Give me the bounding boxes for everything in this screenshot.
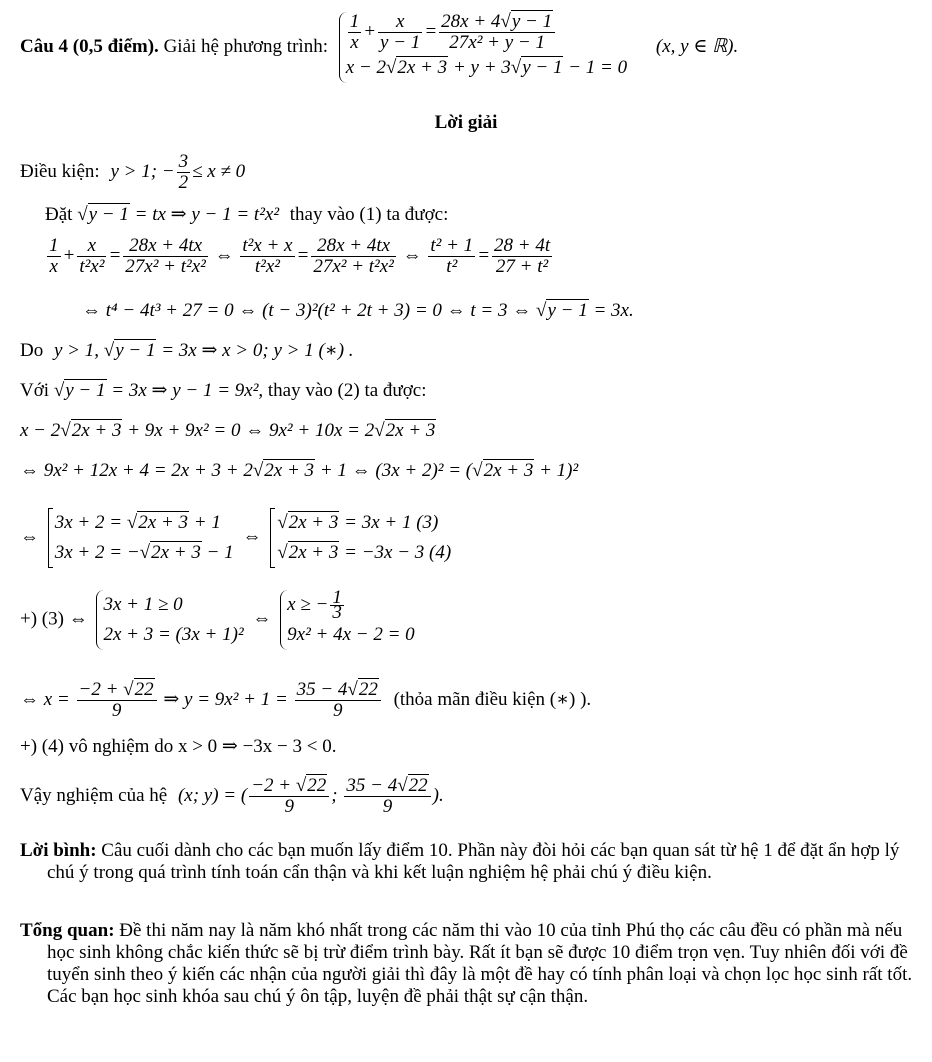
equation-system bbox=[339, 12, 627, 83]
condition-line: Điều kiện: y > 1; − $\frac{3}{2}$ ≤ x ≠ 0 bbox=[20, 151, 246, 193]
do-line: Do y > 1, √y − 1 = 3x ⇒ x > 0; y > 1 (∗) . bbox=[20, 340, 354, 361]
case-split: ⇔ 3x + 2 = √2x + 3 + 1 3x + 2 = −√2x + 3 − 1 ⇔ √2x + 3 = 3x + 1 (3) √2x + 3 = −3x − 3 (4) bbox=[20, 508, 451, 568]
overview-label: Tổng quan: bbox=[20, 920, 115, 941]
with-line: Với √y − 1 = 3x ⇒ y − 1 = 9x², thay vào (2) ta được: bbox=[20, 380, 427, 401]
final-answer: Vậy nghiệm của hệ (x; y) = ( $\frac{-2 + √22}{9}$ ; $\frac{35 - 4√22}{9}$ ). bbox=[20, 775, 444, 817]
equation-1: $\frac{1}{x}$ + $\frac{x}{y - 1}$ = $\frac{28x + 4√y - 1}{\text{27x² + y − 1}}$ bbox=[346, 12, 627, 53]
fraction-chain: $\frac{1}{x}$ + $\frac{x}{\text{t²x²}}$ = $\frac{28x + 4tx}{\text{27x² + t²x²}}$ ⇔ $\frac{\text{t²x + x}}{\text{t²x²}}$ = $\frac{28x + 4tx}{\text{27x² + t²x²}}$ ⇔ $\frac{\text{t² + 1}}{\text{t²}}$ = $\frac{28 + 4t}{\text{27 + t²}}$ bbox=[49, 235, 551, 277]
substituted-line: x − 2√2x + 3 + 9x + 9x² = 0 ⇔ 9x² + 10x = 2√2x + 3 bbox=[20, 420, 436, 441]
question-label: Câu 4 (0,5 điểm). bbox=[20, 35, 159, 57]
overview-paragraph bbox=[20, 920, 915, 1008]
solution-heading: Lời giải bbox=[434, 112, 498, 133]
equation-2: x − 2√2x + 3 + y + 3√y − 1 − 1 = 0 bbox=[345, 57, 628, 78]
comment-label: Lời bình: bbox=[20, 840, 97, 861]
question-statement bbox=[20, 12, 738, 83]
question-instruction: Giải hệ phương trình: bbox=[163, 35, 328, 57]
square-line: ⇔ 9x² + 12x + 4 = 2x + 3 + 2√2x + 3 + 1 ⇔ (3x + 2)² = (√2x + 3 + 1)² bbox=[20, 460, 579, 481]
domain-note: (x, y ∈ ℝ). bbox=[655, 35, 739, 57]
substitution-line: Đặt √y − 1 = tx ⇒ y − 1 = t²x² thay vào (1) ta được: bbox=[45, 204, 449, 225]
result-line: ⇔ x = $\frac{-2 + √22}{9}$ ⇒ y = 9x² + 1 = $\frac{35 - 4√22}{9}$ (thỏa mãn điều kiện (∗) ). bbox=[20, 679, 592, 721]
comment-text: Câu cuối dành cho các bạn muốn lấy điểm 10. Phần này đòi hỏi các bạn quan sát từ hệ 1 để đặt ẩn hợp lý chú ý trong quá trình tính toán cẩn thận và khi kết luận nghiệm hệ phải chú ý điều kiện. bbox=[47, 840, 900, 883]
case-4: +) (4) vô nghiệm do x > 0 ⇒ −3x − 3 < 0. bbox=[20, 736, 337, 757]
polynomial-line: ⇔ t⁴ − 4t³ + 27 = 0 ⇔ (t − 3)²(t² + 2t + 3) = 0 ⇔ t = 3 ⇔ √y − 1 = 3x. bbox=[82, 300, 634, 321]
case-3: +) (3) ⇔ 3x + 1 ≥ 0 2x + 3 = (3x + 1)² ⇔ x ≥ − $\frac{1}{3}$ 9x² + 4x − 2 = 0 bbox=[20, 590, 415, 650]
overview-text: Đề thi năm nay là năm khó nhất trong các năm thi vào 10 của tỉnh Phú thọ các câu đều có phần mà nếu học sinh không chắc kiến thức sẽ bị trừ điểm trình bày. Rất ít bạn sẽ được 10 điểm trọn vẹn. Tuy nhiên đối với đề tuyển sinh theo ý kiến các nhận của người giải thì đây là một đề hay có tính phân loại và chọn lọc học sinh rất tốt. Các bạn học sinh khóa sau chú ý ôn tập, luyện đề phải thật sự cận thận. bbox=[47, 920, 913, 1007]
comment-paragraph bbox=[20, 840, 915, 884]
